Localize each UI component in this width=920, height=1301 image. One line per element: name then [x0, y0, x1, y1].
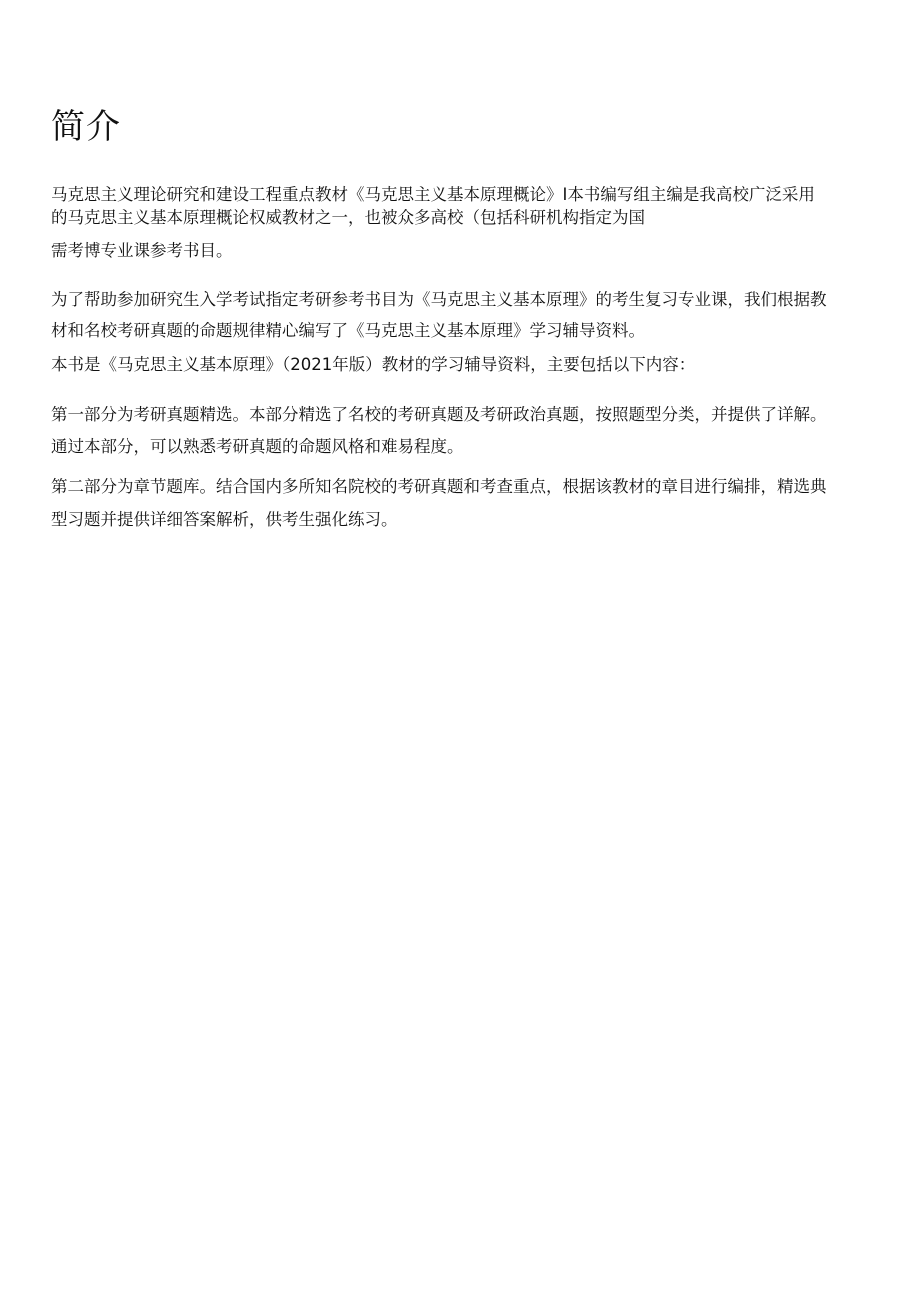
- intro-line-1: 马克思主义理论研究和建设工程重点教材《马克思主义基本原理概论》I本书编写组主编是我高校广泛采用: [51, 185, 815, 204]
- intro-line-2: 的马克思主义基本原理概论权威教材之一，也被众多高校（包括科研机构指定为国: [51, 208, 645, 227]
- part-two-line-2: 型习题并提供详细答案解析，供考生强化练习。: [51, 510, 398, 529]
- part-two-line-1: 第二部分为章节题库。结合国内多所知名院校的考研真题和考查重点，根据该教材的章目进行编排，精选典: [51, 477, 827, 496]
- content-intro-line: 本书是《马克思主义基本原理》（2021年版）教材的学习辅导资料，主要包括以下内容：: [51, 355, 696, 374]
- page-title: 简介: [51, 107, 121, 147]
- part-one-line-2: 通过本部分，可以熟悉考研真题的命题风格和难易程度。: [51, 437, 464, 456]
- purpose-line-1: 为了帮助参加研究生入学考试指定考研参考书目为《马克思主义基本原理》的考生复习专业课，我们根据教: [51, 290, 827, 309]
- intro-line-3: 需考博专业课参考书目。: [51, 241, 233, 260]
- purpose-line-2: 材和名校考研真题的命题规律精心编写了《马克思主义基本原理》学习辅导资料。: [51, 321, 645, 340]
- part-one-line-1: 第一部分为考研真题精选。本部分精选了名校的考研真题及考研政治真题，按照题型分类，并提供了详解。: [51, 405, 827, 424]
